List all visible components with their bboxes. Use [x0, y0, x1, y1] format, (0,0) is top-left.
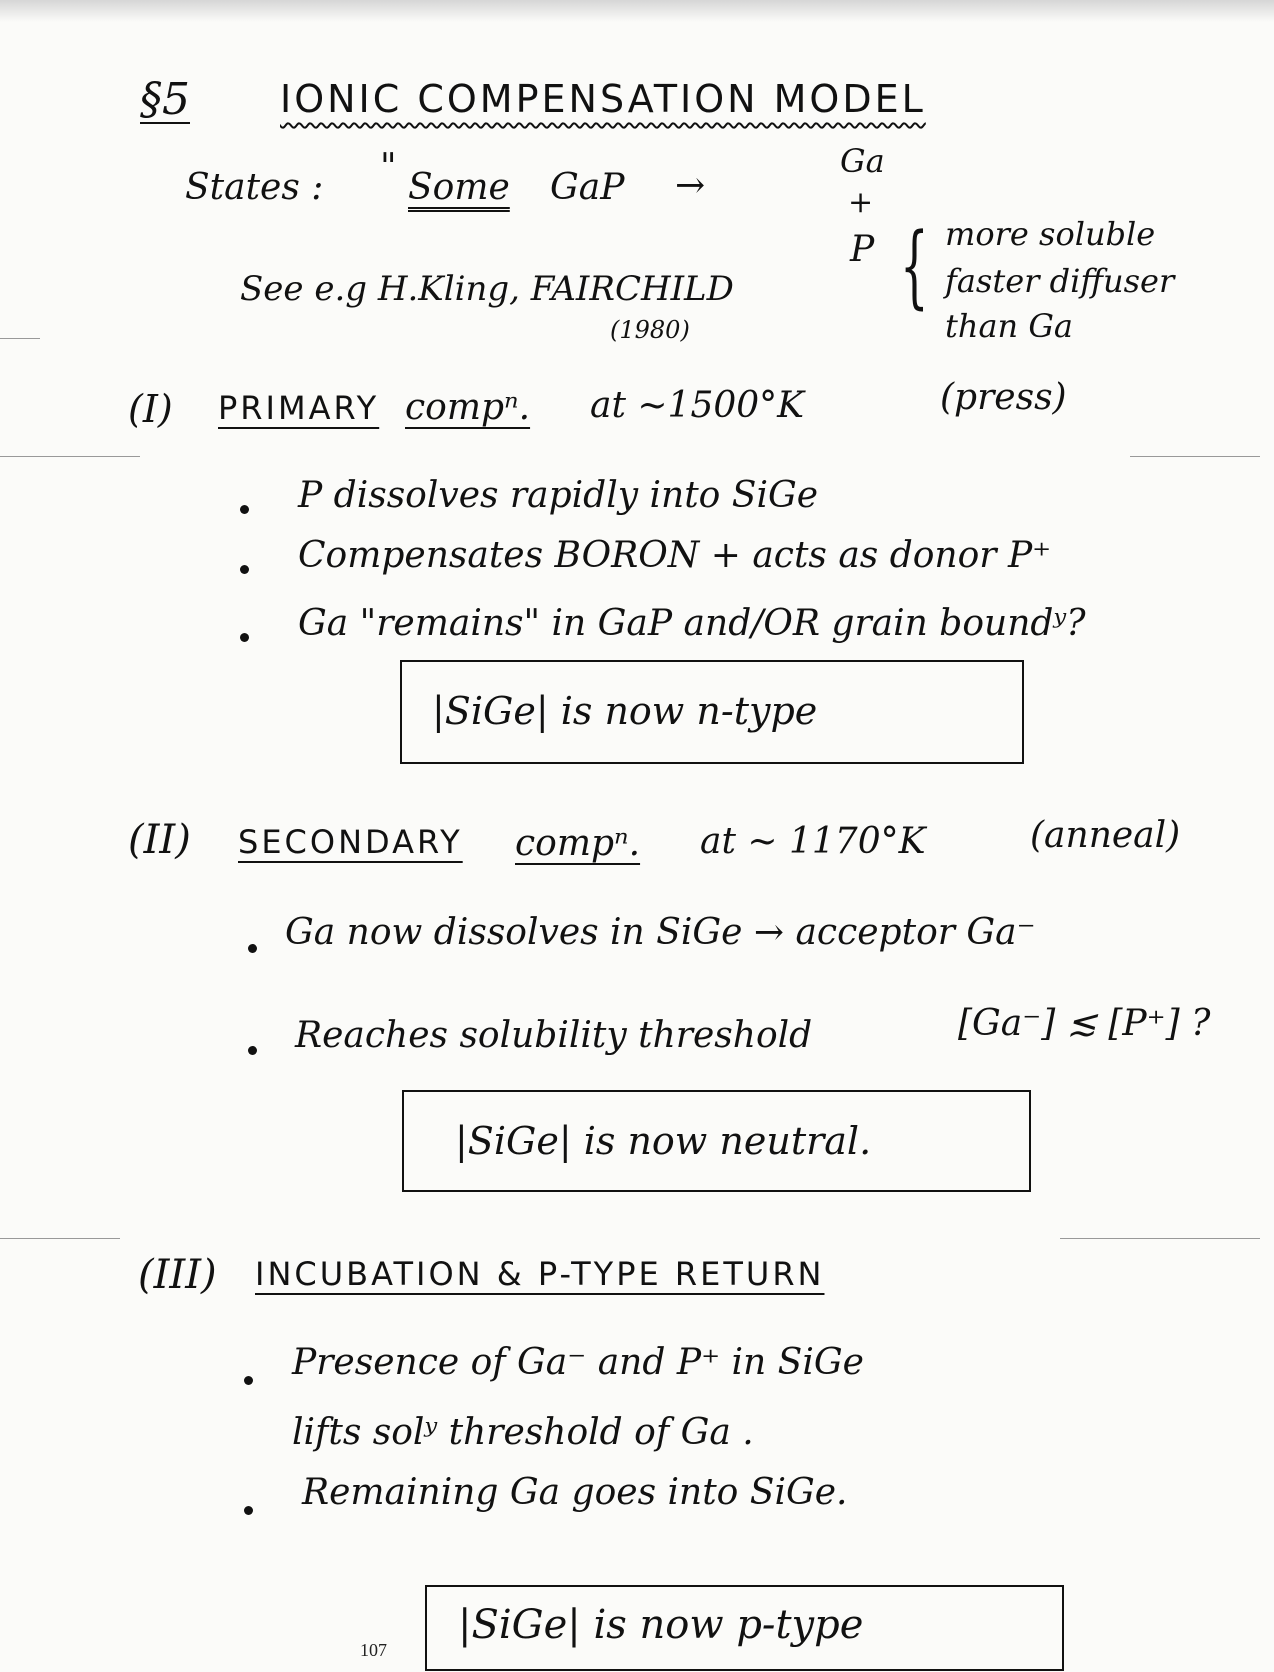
- arrow: →: [675, 165, 706, 206]
- scan-line: [0, 338, 40, 339]
- section-i-bullet-1: P dissolves rapidly into SiGe: [298, 475, 819, 516]
- section-i-comp: compⁿ.: [405, 387, 531, 428]
- section-iii-bullet-1-cont: lifts solʸ threshold of Ga .: [292, 1412, 754, 1453]
- section-i-result: |SiGe| is now n-type: [432, 689, 818, 733]
- than-ga: than Ga: [945, 307, 1073, 345]
- page-title: IONIC COMPENSATION MODEL: [280, 77, 926, 121]
- page-number: 107: [360, 1640, 387, 1660]
- scan-line: [1060, 1238, 1260, 1239]
- faster-diffuser: faster diffuser: [945, 262, 1175, 300]
- ga-product: Ga: [840, 142, 885, 180]
- section-ii-comp: compⁿ.: [515, 823, 641, 864]
- reference: See e.g H.Kling, FAIRCHILD: [240, 269, 734, 309]
- section-i-title: PRIMARY: [218, 389, 380, 427]
- section-ii-temp: at ~ 1170°K: [700, 821, 926, 862]
- bullet: [240, 565, 249, 574]
- gap-word: GaP: [550, 167, 625, 208]
- section-i-numeral: (I): [128, 387, 173, 431]
- scan-edge-shadow: [0, 0, 1274, 22]
- section-ii-bullet-2: Reaches solubility threshold: [295, 1015, 813, 1056]
- scan-line: [1130, 456, 1260, 457]
- reference-year: (1980): [610, 316, 690, 344]
- section-ii-inequality: [Ga⁻] ≲ [P⁺] ?: [958, 1003, 1211, 1044]
- section-iii-bullet-1: Presence of Ga⁻ and P⁺ in SiGe: [292, 1342, 864, 1383]
- scan-line: [0, 1238, 120, 1239]
- section-i-bullet-2: Compensates BORON + acts as donor P⁺: [298, 535, 1052, 576]
- section-iii-title: INCUBATION & P-TYPE RETURN: [255, 1255, 825, 1293]
- p-product: P: [850, 229, 875, 270]
- some-word: Some: [408, 167, 510, 208]
- section-iii-result: |SiGe| is now p-type: [458, 1602, 864, 1648]
- section-ii-title: SECONDARY: [238, 823, 463, 861]
- states-label: States :: [185, 167, 324, 208]
- bullet: [240, 505, 249, 514]
- section-number: §5: [140, 74, 190, 125]
- quote-mark: ": [380, 147, 397, 188]
- bullet: [248, 1046, 257, 1055]
- section-ii-note: (anneal): [1030, 815, 1181, 856]
- plus-sign: +: [848, 185, 874, 220]
- bullet: [248, 944, 257, 953]
- bullet: [240, 633, 249, 642]
- brace: {: [900, 214, 929, 319]
- scan-line: [0, 456, 140, 457]
- section-ii-numeral: (II): [128, 817, 191, 863]
- section-i-bullet-3: Ga "remains" in GaP and/OR grain boundʸ?: [298, 603, 1086, 644]
- bullet: [244, 1506, 253, 1515]
- section-ii-bullet-1: Ga now dissolves in SiGe → acceptor Ga⁻: [285, 912, 1036, 953]
- section-i-temp: at ~1500°K: [590, 385, 805, 426]
- section-ii-result: |SiGe| is now neutral.: [455, 1119, 872, 1163]
- section-iii-bullet-2: Remaining Ga goes into SiGe.: [302, 1472, 848, 1513]
- bullet: [244, 1376, 253, 1385]
- section-i-note: (press): [940, 377, 1067, 418]
- more-soluble: more soluble: [945, 215, 1156, 253]
- section-iii-numeral: (III): [138, 1252, 217, 1298]
